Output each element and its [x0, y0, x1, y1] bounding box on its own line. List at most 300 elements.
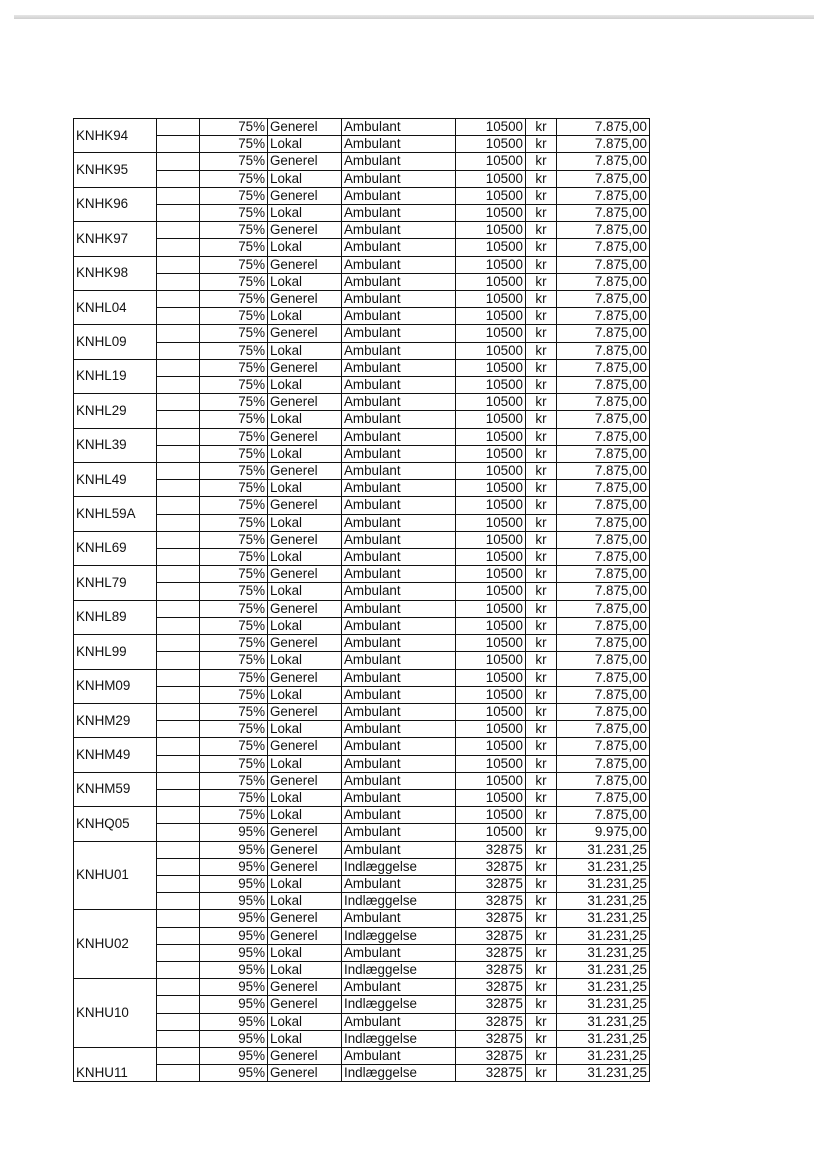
- table-row: [74, 291, 650, 308]
- care-type-cell: Ambulant: [342, 480, 456, 497]
- scope-cell: Generel: [268, 824, 342, 841]
- table-row: [74, 789, 650, 806]
- empty-cell: [157, 445, 200, 462]
- amount-cell: 7.875,00: [557, 807, 650, 824]
- percent-cell: 75%: [200, 566, 268, 583]
- care-type-cell: Indlæggelse: [342, 1030, 456, 1047]
- price-table-sheet: [73, 118, 649, 1082]
- care-type-cell: Ambulant: [342, 979, 456, 996]
- scope-cell: Lokal: [268, 789, 342, 806]
- currency-cell: kr: [526, 927, 557, 944]
- procedure-code-cell: KNHK96: [74, 187, 157, 221]
- care-type-cell: Ambulant: [342, 875, 456, 892]
- amount-cell: 7.875,00: [557, 566, 650, 583]
- empty-cell: [157, 566, 200, 583]
- percent-cell: 75%: [200, 308, 268, 325]
- percent-cell: 95%: [200, 1030, 268, 1047]
- empty-cell: [157, 789, 200, 806]
- table-row: [74, 411, 650, 428]
- care-type-cell: Ambulant: [342, 325, 456, 342]
- base-amount-cell: 32875: [456, 1030, 526, 1047]
- price-table: [73, 118, 650, 1082]
- currency-cell: kr: [526, 256, 557, 273]
- empty-cell: [157, 170, 200, 187]
- amount-cell: 7.875,00: [557, 583, 650, 600]
- care-type-cell: Ambulant: [342, 239, 456, 256]
- scope-cell: Lokal: [268, 652, 342, 669]
- percent-cell: 75%: [200, 377, 268, 394]
- base-amount-cell: 32875: [456, 1013, 526, 1030]
- empty-cell: [157, 1013, 200, 1030]
- care-type-cell: Ambulant: [342, 170, 456, 187]
- empty-cell: [157, 961, 200, 978]
- base-amount-cell: 10500: [456, 308, 526, 325]
- base-amount-cell: 32875: [456, 944, 526, 961]
- scope-cell: Generel: [268, 738, 342, 755]
- percent-cell: 75%: [200, 514, 268, 531]
- empty-cell: [157, 738, 200, 755]
- amount-cell: 31.231,25: [557, 1065, 650, 1082]
- table-row: [74, 927, 650, 944]
- empty-cell: [157, 1047, 200, 1064]
- scope-cell: Generel: [268, 256, 342, 273]
- care-type-cell: Ambulant: [342, 721, 456, 738]
- empty-cell: [157, 411, 200, 428]
- table-row: [74, 119, 650, 136]
- scope-cell: Lokal: [268, 721, 342, 738]
- amount-cell: 31.231,25: [557, 979, 650, 996]
- base-amount-cell: 10500: [456, 187, 526, 204]
- base-amount-cell: 10500: [456, 359, 526, 376]
- empty-cell: [157, 927, 200, 944]
- empty-cell: [157, 291, 200, 308]
- percent-cell: 75%: [200, 686, 268, 703]
- currency-cell: kr: [526, 394, 557, 411]
- scope-cell: Generel: [268, 996, 342, 1013]
- care-type-cell: Ambulant: [342, 635, 456, 652]
- scope-cell: Generel: [268, 910, 342, 927]
- table-row: [74, 1030, 650, 1047]
- care-type-cell: Ambulant: [342, 411, 456, 428]
- amount-cell: 7.875,00: [557, 119, 650, 136]
- scope-cell: Generel: [268, 153, 342, 170]
- amount-cell: 7.875,00: [557, 549, 650, 566]
- currency-cell: kr: [526, 377, 557, 394]
- scope-cell: Lokal: [268, 961, 342, 978]
- base-amount-cell: 32875: [456, 893, 526, 910]
- currency-cell: kr: [526, 652, 557, 669]
- base-amount-cell: 10500: [456, 273, 526, 290]
- empty-cell: [157, 359, 200, 376]
- empty-cell: [157, 583, 200, 600]
- currency-cell: kr: [526, 325, 557, 342]
- amount-cell: 7.875,00: [557, 359, 650, 376]
- empty-cell: [157, 514, 200, 531]
- currency-cell: kr: [526, 531, 557, 548]
- base-amount-cell: 10500: [456, 635, 526, 652]
- care-type-cell: Ambulant: [342, 445, 456, 462]
- amount-cell: 7.875,00: [557, 153, 650, 170]
- care-type-cell: Ambulant: [342, 944, 456, 961]
- amount-cell: 31.231,25: [557, 858, 650, 875]
- empty-cell: [157, 858, 200, 875]
- empty-cell: [157, 480, 200, 497]
- scope-cell: Lokal: [268, 1013, 342, 1030]
- percent-cell: 75%: [200, 394, 268, 411]
- care-type-cell: Ambulant: [342, 359, 456, 376]
- amount-cell: 7.875,00: [557, 342, 650, 359]
- percent-cell: 95%: [200, 841, 268, 858]
- procedure-code-cell: KNHL19: [74, 359, 157, 393]
- table-row: [74, 979, 650, 996]
- procedure-code-cell: KNHL59A: [74, 497, 157, 531]
- currency-cell: kr: [526, 893, 557, 910]
- table-row: [74, 136, 650, 153]
- empty-cell: [157, 841, 200, 858]
- base-amount-cell: 10500: [456, 789, 526, 806]
- care-type-cell: Ambulant: [342, 652, 456, 669]
- currency-cell: kr: [526, 187, 557, 204]
- empty-cell: [157, 652, 200, 669]
- currency-cell: kr: [526, 1065, 557, 1082]
- procedure-code-cell: KNHK97: [74, 222, 157, 256]
- table-row: [74, 1065, 650, 1082]
- care-type-cell: Ambulant: [342, 428, 456, 445]
- currency-cell: kr: [526, 996, 557, 1013]
- table-row: [74, 1047, 650, 1064]
- base-amount-cell: 10500: [456, 652, 526, 669]
- currency-cell: kr: [526, 411, 557, 428]
- base-amount-cell: 32875: [456, 841, 526, 858]
- currency-cell: kr: [526, 858, 557, 875]
- table-row: [74, 445, 650, 462]
- base-amount-cell: 10500: [456, 514, 526, 531]
- scope-cell: Lokal: [268, 308, 342, 325]
- base-amount-cell: 10500: [456, 807, 526, 824]
- base-amount-cell: 10500: [456, 686, 526, 703]
- scope-cell: Lokal: [268, 944, 342, 961]
- procedure-code-cell: KNHK98: [74, 256, 157, 290]
- scope-cell: Lokal: [268, 617, 342, 634]
- table-row: [74, 996, 650, 1013]
- amount-cell: 7.875,00: [557, 411, 650, 428]
- scope-cell: Generel: [268, 979, 342, 996]
- scope-cell: Generel: [268, 394, 342, 411]
- empty-cell: [157, 308, 200, 325]
- percent-cell: 75%: [200, 480, 268, 497]
- base-amount-cell: 10500: [456, 170, 526, 187]
- base-amount-cell: 10500: [456, 772, 526, 789]
- currency-cell: kr: [526, 635, 557, 652]
- percent-cell: 95%: [200, 944, 268, 961]
- procedure-code-cell: KNHM59: [74, 772, 157, 806]
- scope-cell: Generel: [268, 858, 342, 875]
- empty-cell: [157, 497, 200, 514]
- currency-cell: kr: [526, 875, 557, 892]
- care-type-cell: Ambulant: [342, 205, 456, 222]
- scope-cell: Generel: [268, 463, 342, 480]
- table-row: [74, 359, 650, 376]
- table-row: [74, 377, 650, 394]
- scope-cell: Generel: [268, 497, 342, 514]
- table-row: [74, 256, 650, 273]
- percent-cell: 95%: [200, 927, 268, 944]
- percent-cell: 75%: [200, 359, 268, 376]
- procedure-code-cell: KNHL04: [74, 291, 157, 325]
- percent-cell: 75%: [200, 721, 268, 738]
- care-type-cell: Indlæggelse: [342, 858, 456, 875]
- care-type-cell: Ambulant: [342, 291, 456, 308]
- currency-cell: kr: [526, 153, 557, 170]
- amount-cell: 31.231,25: [557, 944, 650, 961]
- amount-cell: 31.231,25: [557, 1047, 650, 1064]
- amount-cell: 7.875,00: [557, 394, 650, 411]
- care-type-cell: Ambulant: [342, 187, 456, 204]
- amount-cell: 7.875,00: [557, 617, 650, 634]
- scope-cell: Generel: [268, 359, 342, 376]
- empty-cell: [157, 755, 200, 772]
- care-type-cell: Ambulant: [342, 755, 456, 772]
- percent-cell: 75%: [200, 119, 268, 136]
- care-type-cell: Ambulant: [342, 153, 456, 170]
- care-type-cell: Ambulant: [342, 463, 456, 480]
- percent-cell: 75%: [200, 205, 268, 222]
- percent-cell: 75%: [200, 549, 268, 566]
- scope-cell: Generel: [268, 428, 342, 445]
- care-type-cell: Ambulant: [342, 119, 456, 136]
- care-type-cell: Ambulant: [342, 772, 456, 789]
- base-amount-cell: 10500: [456, 549, 526, 566]
- table-row: [74, 652, 650, 669]
- base-amount-cell: 32875: [456, 961, 526, 978]
- currency-cell: kr: [526, 342, 557, 359]
- amount-cell: 7.875,00: [557, 291, 650, 308]
- amount-cell: 7.875,00: [557, 497, 650, 514]
- empty-cell: [157, 549, 200, 566]
- care-type-cell: Ambulant: [342, 1013, 456, 1030]
- currency-cell: kr: [526, 1030, 557, 1047]
- scope-cell: Lokal: [268, 514, 342, 531]
- scope-cell: Lokal: [268, 342, 342, 359]
- scope-cell: Lokal: [268, 170, 342, 187]
- currency-cell: kr: [526, 480, 557, 497]
- procedure-code-cell: KNHU10: [74, 979, 157, 1048]
- base-amount-cell: 10500: [456, 463, 526, 480]
- amount-cell: 7.875,00: [557, 514, 650, 531]
- procedure-code-cell: KNHM29: [74, 703, 157, 737]
- care-type-cell: Ambulant: [342, 136, 456, 153]
- care-type-cell: Ambulant: [342, 617, 456, 634]
- percent-cell: 75%: [200, 738, 268, 755]
- care-type-cell: Ambulant: [342, 703, 456, 720]
- table-row: [74, 205, 650, 222]
- scope-cell: Generel: [268, 222, 342, 239]
- table-row: [74, 738, 650, 755]
- base-amount-cell: 10500: [456, 239, 526, 256]
- percent-cell: 75%: [200, 463, 268, 480]
- care-type-cell: Ambulant: [342, 566, 456, 583]
- currency-cell: kr: [526, 807, 557, 824]
- base-amount-cell: 10500: [456, 566, 526, 583]
- empty-cell: [157, 669, 200, 686]
- care-type-cell: Ambulant: [342, 273, 456, 290]
- table-row: [74, 583, 650, 600]
- care-type-cell: Ambulant: [342, 342, 456, 359]
- amount-cell: 31.231,25: [557, 927, 650, 944]
- scope-cell: Generel: [268, 1047, 342, 1064]
- table-row: [74, 170, 650, 187]
- percent-cell: 75%: [200, 325, 268, 342]
- amount-cell: 7.875,00: [557, 721, 650, 738]
- care-type-cell: Ambulant: [342, 531, 456, 548]
- empty-cell: [157, 531, 200, 548]
- table-row: [74, 497, 650, 514]
- care-type-cell: Indlæggelse: [342, 996, 456, 1013]
- currency-cell: kr: [526, 772, 557, 789]
- currency-cell: kr: [526, 291, 557, 308]
- scope-cell: Lokal: [268, 807, 342, 824]
- amount-cell: 7.875,00: [557, 256, 650, 273]
- percent-cell: 75%: [200, 755, 268, 772]
- table-row: [74, 187, 650, 204]
- table-row: [74, 669, 650, 686]
- amount-cell: 7.875,00: [557, 738, 650, 755]
- currency-cell: kr: [526, 789, 557, 806]
- empty-cell: [157, 1030, 200, 1047]
- empty-cell: [157, 342, 200, 359]
- base-amount-cell: 10500: [456, 256, 526, 273]
- price-table-body: [74, 119, 650, 1082]
- percent-cell: 75%: [200, 772, 268, 789]
- care-type-cell: Indlæggelse: [342, 893, 456, 910]
- empty-cell: [157, 617, 200, 634]
- base-amount-cell: 32875: [456, 979, 526, 996]
- currency-cell: kr: [526, 273, 557, 290]
- base-amount-cell: 10500: [456, 738, 526, 755]
- currency-cell: kr: [526, 308, 557, 325]
- amount-cell: 31.231,25: [557, 961, 650, 978]
- base-amount-cell: 10500: [456, 600, 526, 617]
- base-amount-cell: 32875: [456, 910, 526, 927]
- amount-cell: 7.875,00: [557, 308, 650, 325]
- amount-cell: 7.875,00: [557, 789, 650, 806]
- percent-cell: 75%: [200, 187, 268, 204]
- procedure-code-cell: KNHQ05: [74, 807, 157, 841]
- table-row: [74, 394, 650, 411]
- scope-cell: Lokal: [268, 480, 342, 497]
- care-type-cell: Ambulant: [342, 807, 456, 824]
- care-type-cell: Ambulant: [342, 1047, 456, 1064]
- procedure-code-cell: KNHL99: [74, 635, 157, 669]
- scope-cell: Generel: [268, 772, 342, 789]
- scope-cell: Generel: [268, 600, 342, 617]
- amount-cell: 7.875,00: [557, 703, 650, 720]
- currency-cell: kr: [526, 463, 557, 480]
- currency-cell: kr: [526, 359, 557, 376]
- scope-cell: Generel: [268, 927, 342, 944]
- scope-cell: Lokal: [268, 445, 342, 462]
- amount-cell: 7.875,00: [557, 187, 650, 204]
- currency-cell: kr: [526, 600, 557, 617]
- care-type-cell: Ambulant: [342, 497, 456, 514]
- table-row: [74, 273, 650, 290]
- currency-cell: kr: [526, 669, 557, 686]
- currency-cell: kr: [526, 514, 557, 531]
- base-amount-cell: 10500: [456, 531, 526, 548]
- currency-cell: kr: [526, 617, 557, 634]
- scope-cell: Generel: [268, 635, 342, 652]
- percent-cell: 75%: [200, 222, 268, 239]
- empty-cell: [157, 703, 200, 720]
- care-type-cell: Ambulant: [342, 394, 456, 411]
- amount-cell: 7.875,00: [557, 239, 650, 256]
- percent-cell: 75%: [200, 497, 268, 514]
- empty-cell: [157, 600, 200, 617]
- care-type-cell: Ambulant: [342, 308, 456, 325]
- base-amount-cell: 10500: [456, 394, 526, 411]
- care-type-cell: Ambulant: [342, 222, 456, 239]
- procedure-code-cell: KNHL09: [74, 325, 157, 359]
- empty-cell: [157, 944, 200, 961]
- table-row: [74, 342, 650, 359]
- empty-cell: [157, 187, 200, 204]
- percent-cell: 75%: [200, 428, 268, 445]
- table-row: [74, 1013, 650, 1030]
- table-row: [74, 153, 650, 170]
- amount-cell: 7.875,00: [557, 273, 650, 290]
- table-row: [74, 721, 650, 738]
- table-row: [74, 480, 650, 497]
- table-row: [74, 463, 650, 480]
- procedure-code-cell: KNHL79: [74, 566, 157, 600]
- base-amount-cell: 10500: [456, 291, 526, 308]
- percent-cell: 75%: [200, 635, 268, 652]
- empty-cell: [157, 824, 200, 841]
- scope-cell: Lokal: [268, 411, 342, 428]
- percent-cell: 95%: [200, 979, 268, 996]
- scope-cell: Generel: [268, 703, 342, 720]
- base-amount-cell: 32875: [456, 875, 526, 892]
- empty-cell: [157, 377, 200, 394]
- base-amount-cell: 10500: [456, 377, 526, 394]
- percent-cell: 95%: [200, 824, 268, 841]
- table-row: [74, 635, 650, 652]
- percent-cell: 95%: [200, 961, 268, 978]
- currency-cell: kr: [526, 445, 557, 462]
- currency-cell: kr: [526, 549, 557, 566]
- currency-cell: kr: [526, 497, 557, 514]
- amount-cell: 7.875,00: [557, 669, 650, 686]
- procedure-code-cell: KNHL29: [74, 394, 157, 428]
- amount-cell: 31.231,25: [557, 1030, 650, 1047]
- base-amount-cell: 10500: [456, 480, 526, 497]
- amount-cell: 7.875,00: [557, 635, 650, 652]
- empty-cell: [157, 256, 200, 273]
- percent-cell: 75%: [200, 445, 268, 462]
- base-amount-cell: 32875: [456, 858, 526, 875]
- procedure-code-cell: KNHL49: [74, 463, 157, 497]
- percent-cell: 75%: [200, 136, 268, 153]
- currency-cell: kr: [526, 136, 557, 153]
- care-type-cell: Ambulant: [342, 841, 456, 858]
- amount-cell: 31.231,25: [557, 875, 650, 892]
- care-type-cell: Ambulant: [342, 514, 456, 531]
- currency-cell: kr: [526, 944, 557, 961]
- table-row: [74, 239, 650, 256]
- scan-top-edge: [14, 15, 814, 19]
- scope-cell: Lokal: [268, 205, 342, 222]
- base-amount-cell: 10500: [456, 325, 526, 342]
